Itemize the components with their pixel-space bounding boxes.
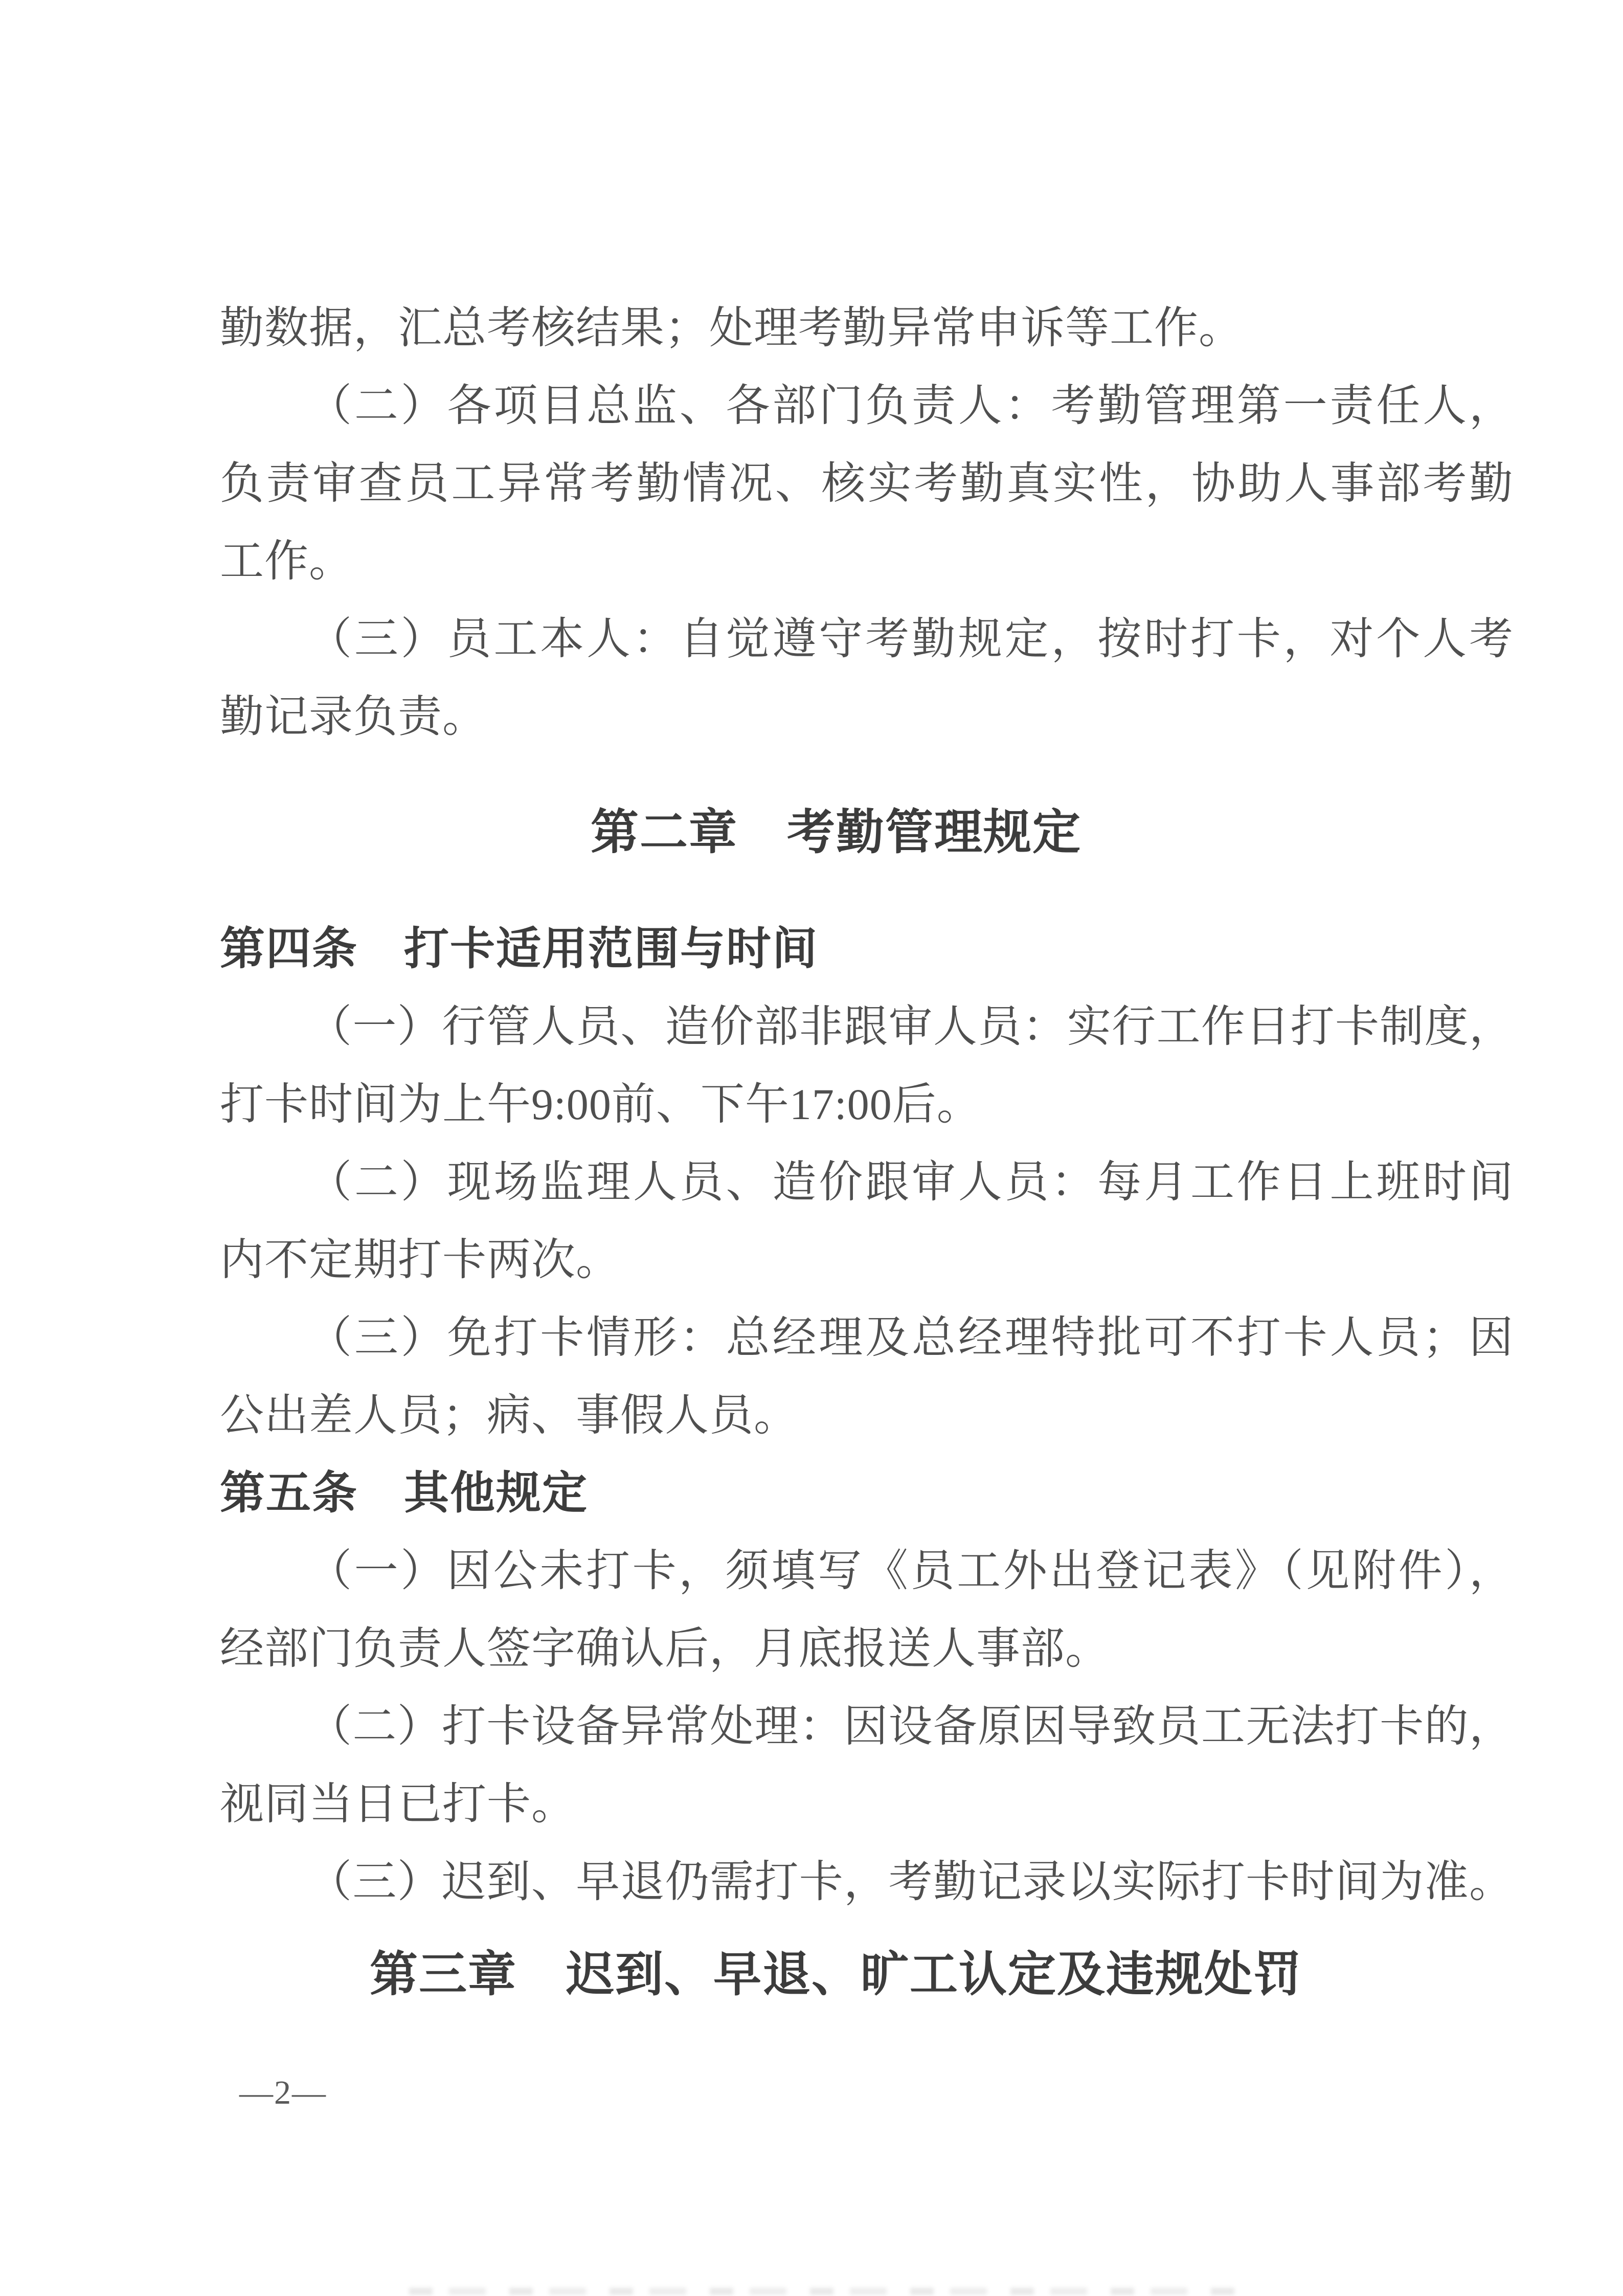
text-line: 内不定期打卡两次。 xyxy=(220,1235,620,1284)
text-line: 工作。 xyxy=(220,537,353,586)
ink-bleed-artifact xyxy=(409,2288,1248,2295)
text-line: （三）免打卡情形：总经理及总经理特批可不打卡人员；因 xyxy=(308,1313,1514,1362)
text-line: （三）员工本人：自觉遵守考勤规定，按时打卡，对个人考 xyxy=(308,614,1514,663)
text-line: （二）打卡设备异常处理：因设备原因导致员工无法打卡的， xyxy=(308,1702,1514,1751)
text-line: 勤数据，汇总考核结果；处理考勤异常申诉等工作。 xyxy=(220,303,1243,352)
document-body xyxy=(220,289,1514,2014)
chapter-heading: 第二章 考勤管理规定 xyxy=(590,805,1081,860)
text-line: （一）因公未打卡，须填写《员工外出登记表》（见附件）， xyxy=(308,1546,1514,1595)
section-heading: 第五条 其他规定 xyxy=(220,1466,589,1519)
section-heading: 第四条 打卡适用范围与时间 xyxy=(220,922,819,975)
text-line: 打卡时间为上午9:00前、下午17:00后。 xyxy=(220,1080,981,1129)
page-number: —2— xyxy=(239,2074,327,2111)
text-line: （二）各项目总监、各部门负责人：考勤管理第一责任人， xyxy=(308,381,1514,430)
text-line: 经部门负责人签字确认后，月底报送人事部。 xyxy=(220,1624,1110,1673)
text-line: （二）现场监理人员、造价跟审人员：每月工作日上班时间 xyxy=(308,1157,1514,1207)
text-line: 视同当日已打卡。 xyxy=(220,1779,576,1829)
text-line: 勤记录负责。 xyxy=(220,692,487,741)
text-line: （一）行管人员、造价部非跟审人员：实行工作日打卡制度， xyxy=(308,1002,1514,1051)
text-line: 负责审查员工异常考勤情况、核实考勤真实性，协助人事部考勤 xyxy=(220,459,1514,508)
text-line: （三）迟到、早退仍需打卡，考勤记录以实际打卡时间为准。 xyxy=(308,1857,1514,1906)
text-line: 公出差人员；病、事假人员。 xyxy=(220,1391,798,1440)
chapter-heading: 第三章 迟到、早退、旷工认定及违规处罚 xyxy=(369,1947,1302,2002)
